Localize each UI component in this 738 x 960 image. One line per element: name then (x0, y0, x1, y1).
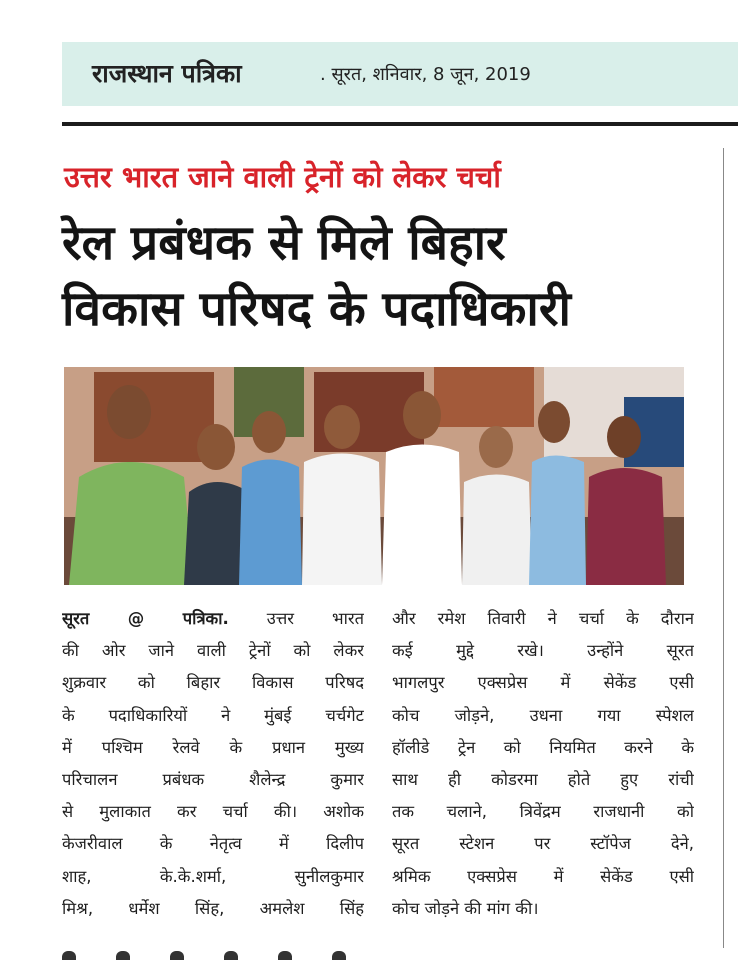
issue-dateline: . सूरत, शनिवार, 8 जून, 2019 (320, 64, 531, 85)
masthead (62, 42, 738, 106)
article-body-column-right (392, 603, 694, 925)
masthead-rule (62, 122, 738, 126)
body-line: हॉलीडे ट्रेन को नियमित करने के (392, 737, 694, 757)
body-line: परिचालन प्रबंधक शैलेन्द्र कुमार (62, 770, 364, 790)
body-line (62, 603, 364, 635)
article-headline (62, 210, 712, 342)
body-line: शुक्रवार को बिहार विकास परिषद (62, 673, 364, 693)
body-line: साथ ही कोडरमा होते हुए रांची (392, 770, 694, 790)
body-line: मिश्र, धर्मेश सिंह, अमलेश सिंह (62, 898, 364, 918)
newspaper-name: राजस्थान पत्रिका (92, 59, 242, 88)
body-line: की ओर जाने वाली ट्रेनों को लेकर (62, 641, 364, 661)
group-photo-illustration (64, 367, 684, 585)
body-line: और रमेश तिवारी ने चर्चा के दौरान (392, 609, 694, 628)
body-line: कई मुद्दे रखे। उन्होंने सूरत (392, 641, 694, 661)
body-text: उत्तर भारत (266, 609, 364, 628)
next-article-fragment (62, 948, 662, 960)
headline-line-1: रेल प्रबंधक से मिले बिहार (62, 215, 506, 271)
body-line: कोच जोड़ने की मांग की। (392, 898, 539, 918)
body-line: सूरत स्टेशन पर स्टॉपेज देने, (392, 834, 694, 854)
body-line: से मुलाकात कर चर्चा की। अशोक (62, 802, 364, 822)
body-line: तक चलाने, त्रिवेंद्रम राजधानी को (392, 802, 694, 822)
article-kicker: उत्तर भारत जाने वाली ट्रेनों को लेकर चर्चा (64, 160, 501, 194)
body-line: में पश्चिम रेलवे के प्रधान मुख्य (62, 737, 364, 757)
body-line: केजरीवाल के नेतृत्व में दिलीप (62, 834, 364, 854)
body-line: श्रमिक एक्सप्रेस में सेकेंड एसी (392, 866, 694, 886)
article-dateline-lead: सूरत @ पत्रिका. (62, 609, 229, 628)
article-body-column-left (62, 603, 364, 925)
body-line: के पदाधिकारियों ने मुंबई चर्चगेट (62, 705, 364, 725)
headline-line-2: विकास परिषद के पदाधिकारी (62, 281, 571, 337)
body-line: भागलपुर एक्सप्रेस में सेकेंड एसी (392, 673, 694, 693)
body-line: कोच जोड़ने, उधना गया स्पेशल (392, 705, 694, 725)
body-line: शाह, के.के.शर्मा, सुनीलकुमार (62, 866, 364, 886)
column-divider (723, 148, 724, 948)
article-photo (64, 367, 684, 585)
